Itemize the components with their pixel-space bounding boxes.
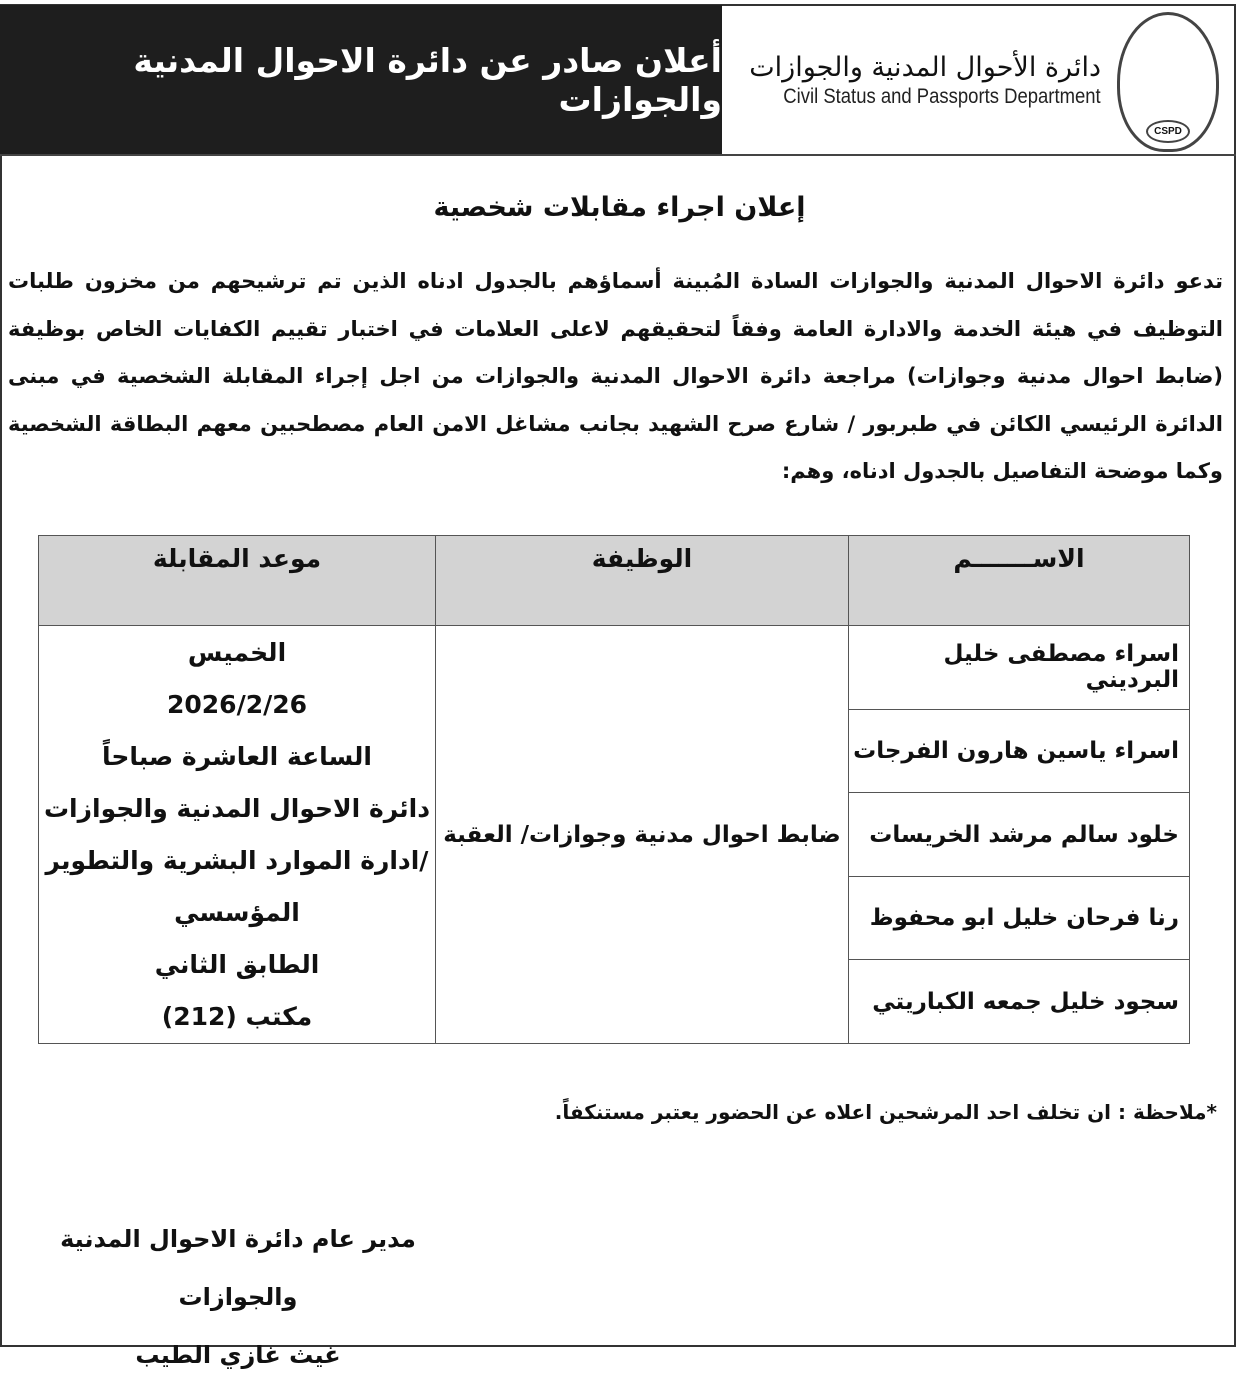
table-header-row	[39, 536, 1190, 626]
candidate-name: رنا فرحان خليل ابو محفوظ	[849, 876, 1190, 960]
header-job: الوظيفة	[436, 536, 849, 626]
note: *ملاحظة : ان تخلف احد المرشحين اعلاه عن الحضور يعتبر مستنكفاً.	[554, 1100, 1217, 1124]
header-name: الاســـــــم	[849, 536, 1190, 626]
dept-name-ar: دائرة الأحوال المدنية والجوازات	[749, 52, 1101, 83]
appointment-date: 2026/2/26	[166, 689, 308, 719]
dept-name-en: Civil Status and Passports Department	[783, 85, 1101, 108]
signature-block	[28, 1210, 448, 1384]
announcement-body: تدعو دائرة الاحوال المدنية والجوازات السادة المُبينة أسماؤهم بالجدول ادناه الذين تم ترشيحهم من مخزون طلبات التوظيف في هيئة الخدمة والادارة العامة وفقاً لتحقيقهم لاعلى العلامات في اختبار تقييم الكفايات الخاص بوظيفة (ضابط احوال مدنية وجوازات) مراجعة دائرة الاحوال المدنية والجوازات من اجل إجراء المقابلة الشخصية في مبنى الدائرة الرئيسي الكائن في طبربور / شارع صرح الشهيد بجانب مشاغل الامن العام مصطحبين معهم البطاقة الشخصية وكما موضحة التفاصيل بالجدول ادناه، وهم:	[8, 269, 1223, 483]
appointment-floor: الطابق الثاني	[154, 949, 320, 979]
signature-name: غيث غازي الطيب	[135, 1341, 341, 1369]
candidate-name: اسراء ياسين هارون الفرجات	[849, 709, 1190, 793]
appointment-unit: /ادارة الموارد البشرية والتطوير	[45, 845, 429, 875]
table-row	[39, 626, 1190, 710]
header-banner: أعلان صادر عن دائرة الاحوال المدنية والجوازات	[0, 5, 722, 155]
appointment-unit-cont: المؤسسي	[174, 897, 300, 927]
appointment-details	[39, 626, 436, 1044]
department-logo-text	[740, 52, 1101, 109]
candidate-name: خلود سالم مرشد الخريسات	[849, 793, 1190, 877]
candidate-name: اسراء مصطفى خليل البرديني	[849, 626, 1190, 710]
appointment-day: الخميس	[187, 637, 287, 667]
job-title: ضابط احوال مدنية وجوازات/ العقبة	[436, 626, 849, 1044]
announcement-title: إعلان اجراء مقابلات شخصية	[433, 192, 806, 223]
candidate-name: سجود خليل جمعه الكباريتي	[849, 960, 1190, 1044]
header-appointment: موعد المقابلة	[39, 536, 436, 626]
signature-title: مدير عام دائرة الاحوال المدنية والجوازات	[60, 1225, 416, 1311]
appointment-location: دائرة الاحوال المدنية والجوازات	[43, 793, 431, 823]
department-seal-icon	[1117, 12, 1219, 152]
header-divider	[0, 154, 1236, 156]
candidates-table	[38, 535, 1190, 1044]
seal-abbr: CSPD	[1146, 120, 1190, 143]
appointment-time: الساعة العاشرة صباحاً	[102, 741, 372, 771]
appointment-office: مكتب (212)	[161, 1001, 313, 1031]
